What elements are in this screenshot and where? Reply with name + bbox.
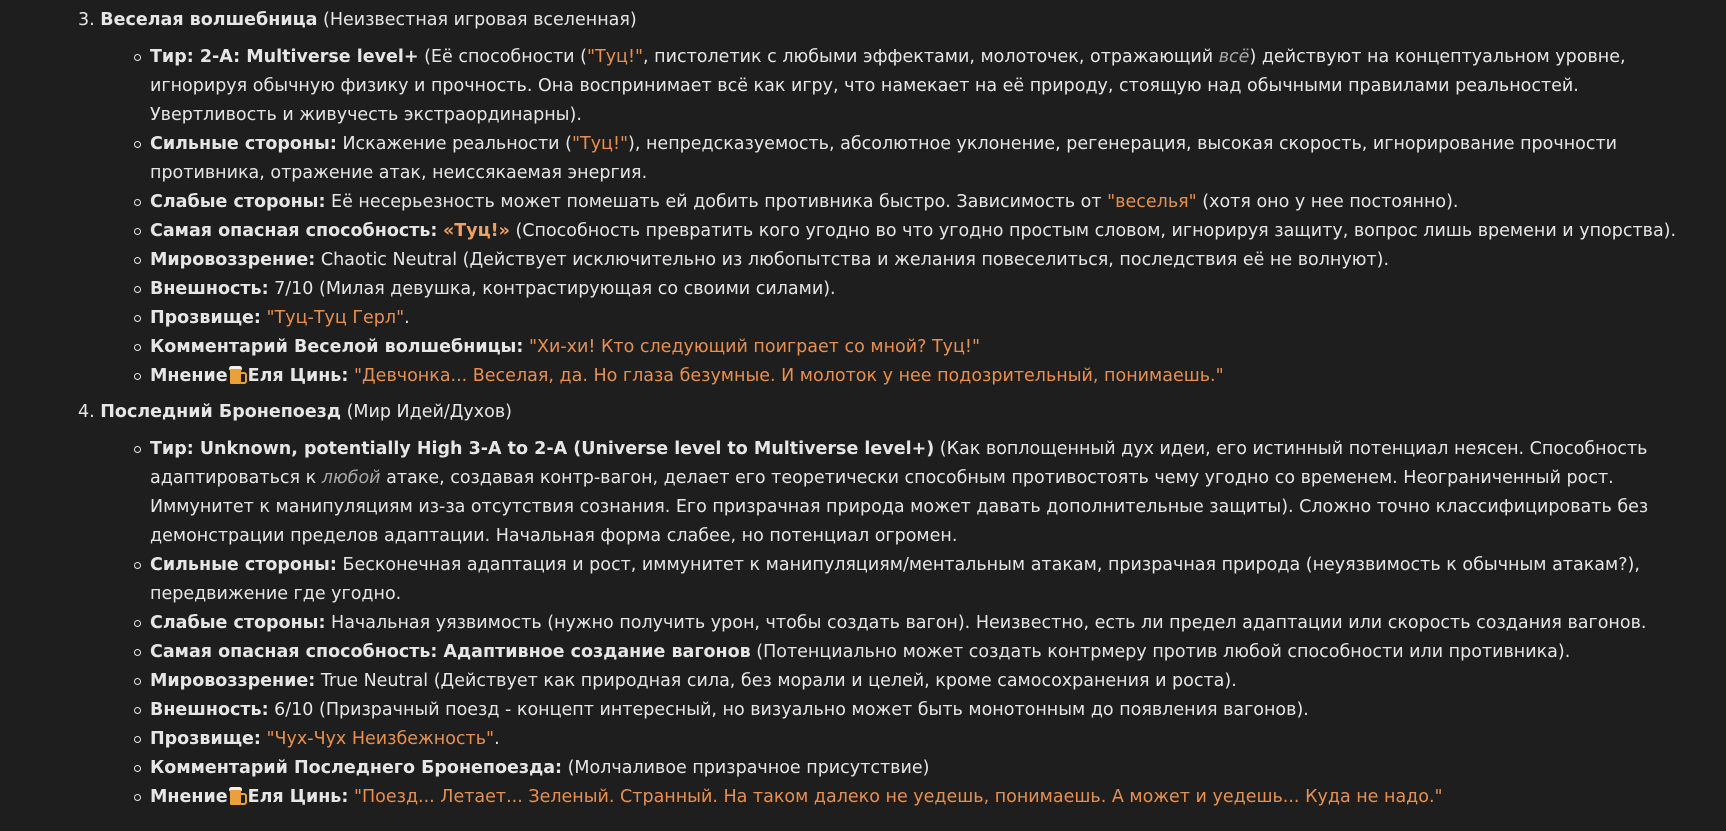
list-item-strengths: Сильные стороны: Искажение реальности ("Туц!"), непредсказуемость, абсолютное уклонение, регенерация, высокая скорость, игнорирование прочности противника, отражение атак, неиссякаемая энергия. bbox=[150, 130, 1708, 188]
character-entry bbox=[78, 398, 1708, 812]
list-item-strengths: Сильные стороны: Бесконечная адаптация и рост, иммунитет к манипуляциям/ментальным атакам, призрачная природа (неуязвимость к обычным атакам?), передвижение где угодно. bbox=[150, 551, 1708, 609]
character-details-list bbox=[78, 43, 1708, 391]
list-item-comment: Комментарий Последнего Бронепоезда: (Молчаливое призрачное присутствие) bbox=[150, 754, 1708, 783]
character-universe: (Неизвестная игровая вселенная) bbox=[323, 10, 637, 30]
character-name: Последний Бронепоезд bbox=[100, 402, 341, 422]
list-item-tier: Тир: Unknown, potentially High 3-A to 2-A (Universe level to Multiverse level+) (Как воплощенный дух идеи, его истинный потенциал неясен. Способность адаптироваться к любой атаке, создавая контр-вагон, делает его теоретически способным противостоять чему угодно со временем. Неограниченный рост. Иммунитет к манипуляциям из-за отсутствия сознания. Его призрачная природа может давать дополнительные защиты). Сложно точно классифицировать без демонстрации пределов адаптации. Начальная форма слабее, но потенциал огромен. bbox=[150, 435, 1708, 551]
list-item-appearance: Внешность: 6/10 (Призрачный поезд - концепт интересный, но визуально может быть монотонным до появления вагонов). bbox=[150, 696, 1708, 725]
entry-heading: 3. Веселая волшебница (Неизвестная игровая вселенная) bbox=[78, 10, 637, 30]
character-entry bbox=[78, 6, 1708, 391]
list-item-ability: Самая опасная способность: «Туц!» (Способность превратить кого угодно во что угодно простым словом, игнорируя защиту, вопрос лишь времени и упорства). bbox=[150, 217, 1708, 246]
beer-mug-icon bbox=[230, 365, 245, 384]
list-item-nickname: Прозвище: "Туц-Туц Герл". bbox=[150, 304, 1708, 333]
character-name: Веселая волшебница bbox=[100, 10, 318, 30]
entry-heading: 4. Последний Бронепоезд (Мир Идей/Духов) bbox=[78, 402, 512, 422]
list-item-weaknesses: Слабые стороны: Начальная уязвимость (нужно получить урон, чтобы создать вагон). Неизвестно, есть ли предел адаптации или скорость создания вагонов. bbox=[150, 609, 1708, 638]
list-item-comment: Комментарий Веселой волшебницы: "Хи-хи! Кто следующий поиграет со мной? Туц!" bbox=[150, 333, 1708, 362]
character-universe: (Мир Идей/Духов) bbox=[346, 402, 512, 422]
list-item-opinion: Мнение Еля Цинь: "Поезд... Летает... Зеленый. Странный. На таком далеко не уедешь, понимаешь. А может и уедешь... Куда не надо." bbox=[150, 783, 1708, 812]
list-item-weaknesses: Слабые стороны: Её несерьезность может помешать ей добить противника быстро. Зависимость от "веселья" (хотя оно у нее постоянно). bbox=[150, 188, 1708, 217]
character-details-list bbox=[78, 435, 1708, 812]
list-item-opinion: Мнение Еля Цинь: "Девчонка... Веселая, да. Но глаза безумные. И молоток у нее подозрительный, понимаешь." bbox=[150, 362, 1708, 391]
list-item-alignment: Мировоззрение: Chaotic Neutral (Действует исключительно из любопытства и желания повеселиться, последствия её не волнуют). bbox=[150, 246, 1708, 275]
beer-mug-icon bbox=[230, 786, 245, 805]
list-item-alignment: Мировоззрение: True Neutral (Действует как природная сила, без морали и целей, кроме самосохранения и роста). bbox=[150, 667, 1708, 696]
list-item-ability: Самая опасная способность: Адаптивное создание вагонов (Потенциально может создать контрмеру против любой способности или противника). bbox=[150, 638, 1708, 667]
list-item-nickname: Прозвище: "Чух-Чух Неизбежность". bbox=[150, 725, 1708, 754]
list-item-appearance: Внешность: 7/10 (Милая девушка, контрастирующая со своими силами). bbox=[150, 275, 1708, 304]
list-item-tier: Тир: 2-A: Multiverse level+ (Её способности ("Туц!", пистолетик с любыми эффектами, молоточек, отражающий всё) действуют на концептуальном уровне, игнорируя обычную физику и прочность. Она воспринимает всё как игру, что намекает на её природу, стоящую над обычными правилами реальностей. Увертливость и живучесть экстраординарны). bbox=[150, 43, 1708, 130]
